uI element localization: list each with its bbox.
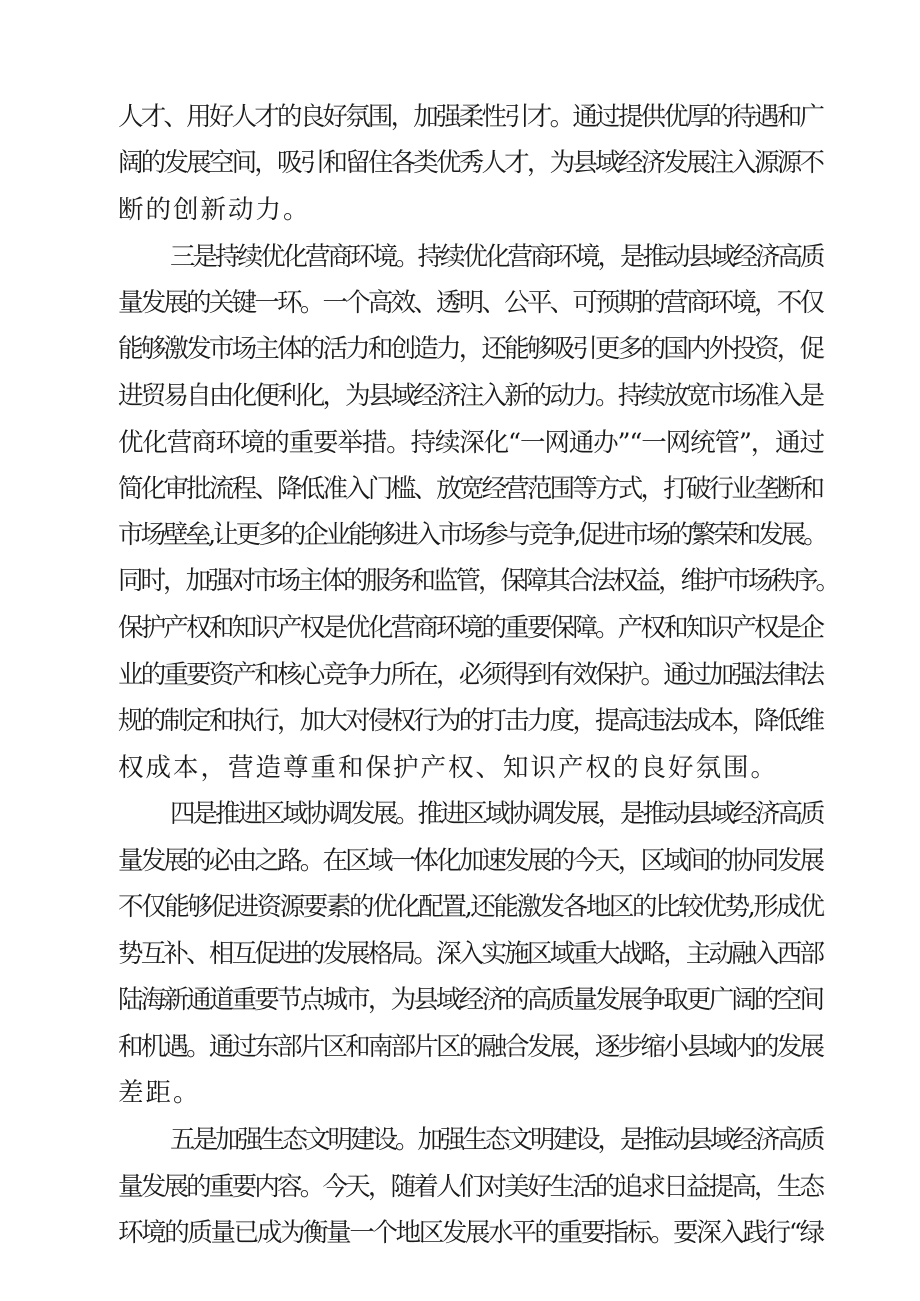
text-line: 能够激发市场主体的活力和创造力，还能够吸引更多的国内外投资，促 <box>118 334 823 364</box>
text-line: 人才、用好人才的良好氛围，加强柔性引才。通过提供优厚的待遇和广 <box>118 102 823 132</box>
text-line: 差距。 <box>118 1078 201 1108</box>
text-line: 量发展的重要内容。今天，随着人们对美好生活的追求日益提高，生态 <box>118 1172 823 1202</box>
text-line: 量发展的关键一环。一个高效、透明、公平、可预期的营商环境，不仅 <box>118 288 823 318</box>
text-line: 进贸易自由化便利化，为县域经济注入新的动力。持续放宽市场准入是 <box>118 381 823 411</box>
text-line: 业的重要资产和核心竞争力所在，必须得到有效保护。通过加强法律法 <box>118 660 823 690</box>
text-line: 权成本，营造尊重和保护产权、知识产权的良好氛围。 <box>118 753 779 783</box>
text-line: 不仅能够促进资源要素的优化配置,还能激发各地区的比较优势,形成优 <box>118 892 823 922</box>
text-line: 优化营商环境的重要举措。持续深化“一网通办”“一网统管”，通过 <box>118 428 824 458</box>
text-line: 阔的发展空间，吸引和留住各类优秀人才，为县域经济发展注入源源不 <box>118 148 823 178</box>
text-line: 陆海新通道重要节点城市，为县域经济的高质量发展争取更广阔的空间 <box>118 985 823 1015</box>
paragraph-5-first-line: 五是加强生态文明建设。加强生态文明建设，是推动县域经济高质 <box>170 1125 823 1155</box>
text-line: 势互补、相互促进的发展格局。深入实施区域重大战略，主动融入西部 <box>118 939 823 969</box>
text-line: 规的制定和执行，加大对侵权行为的打击力度，提高违法成本，降低维 <box>118 706 823 736</box>
text-line: 断的创新动力。 <box>118 195 311 225</box>
paragraph-4-first-line: 四是推进区域协调发展。推进区域协调发展，是推动县域经济高质 <box>170 799 823 829</box>
text-line: 量发展的必由之路。在区域一体化加速发展的今天，区域间的协同发展 <box>118 846 823 876</box>
text-line: 市场壁垒,让更多的企业能够进入市场参与竞争,促进市场的繁荣和发展。 <box>118 520 826 550</box>
paragraph-3-first-line: 三是持续优化营商环境。持续优化营商环境，是推动县域经济高质 <box>170 242 823 272</box>
text-line: 简化审批流程、降低准入门槛、放宽经营范围等方式，打破行业垄断和 <box>118 474 823 504</box>
text-line: 和机遇。通过东部片区和南部片区的融合发展，逐步缩小县域内的发展 <box>118 1032 823 1062</box>
text-line: 保护产权和知识产权是优化营商环境的重要保障。产权和知识产权是企 <box>118 613 823 643</box>
text-line: 同时，加强对市场主体的服务和监管，保障其合法权益，维护市场秩序。 <box>118 566 839 596</box>
text-line: 环境的质量已成为衡量一个地区发展水平的重要指标。要深入践行“绿 <box>118 1218 823 1248</box>
